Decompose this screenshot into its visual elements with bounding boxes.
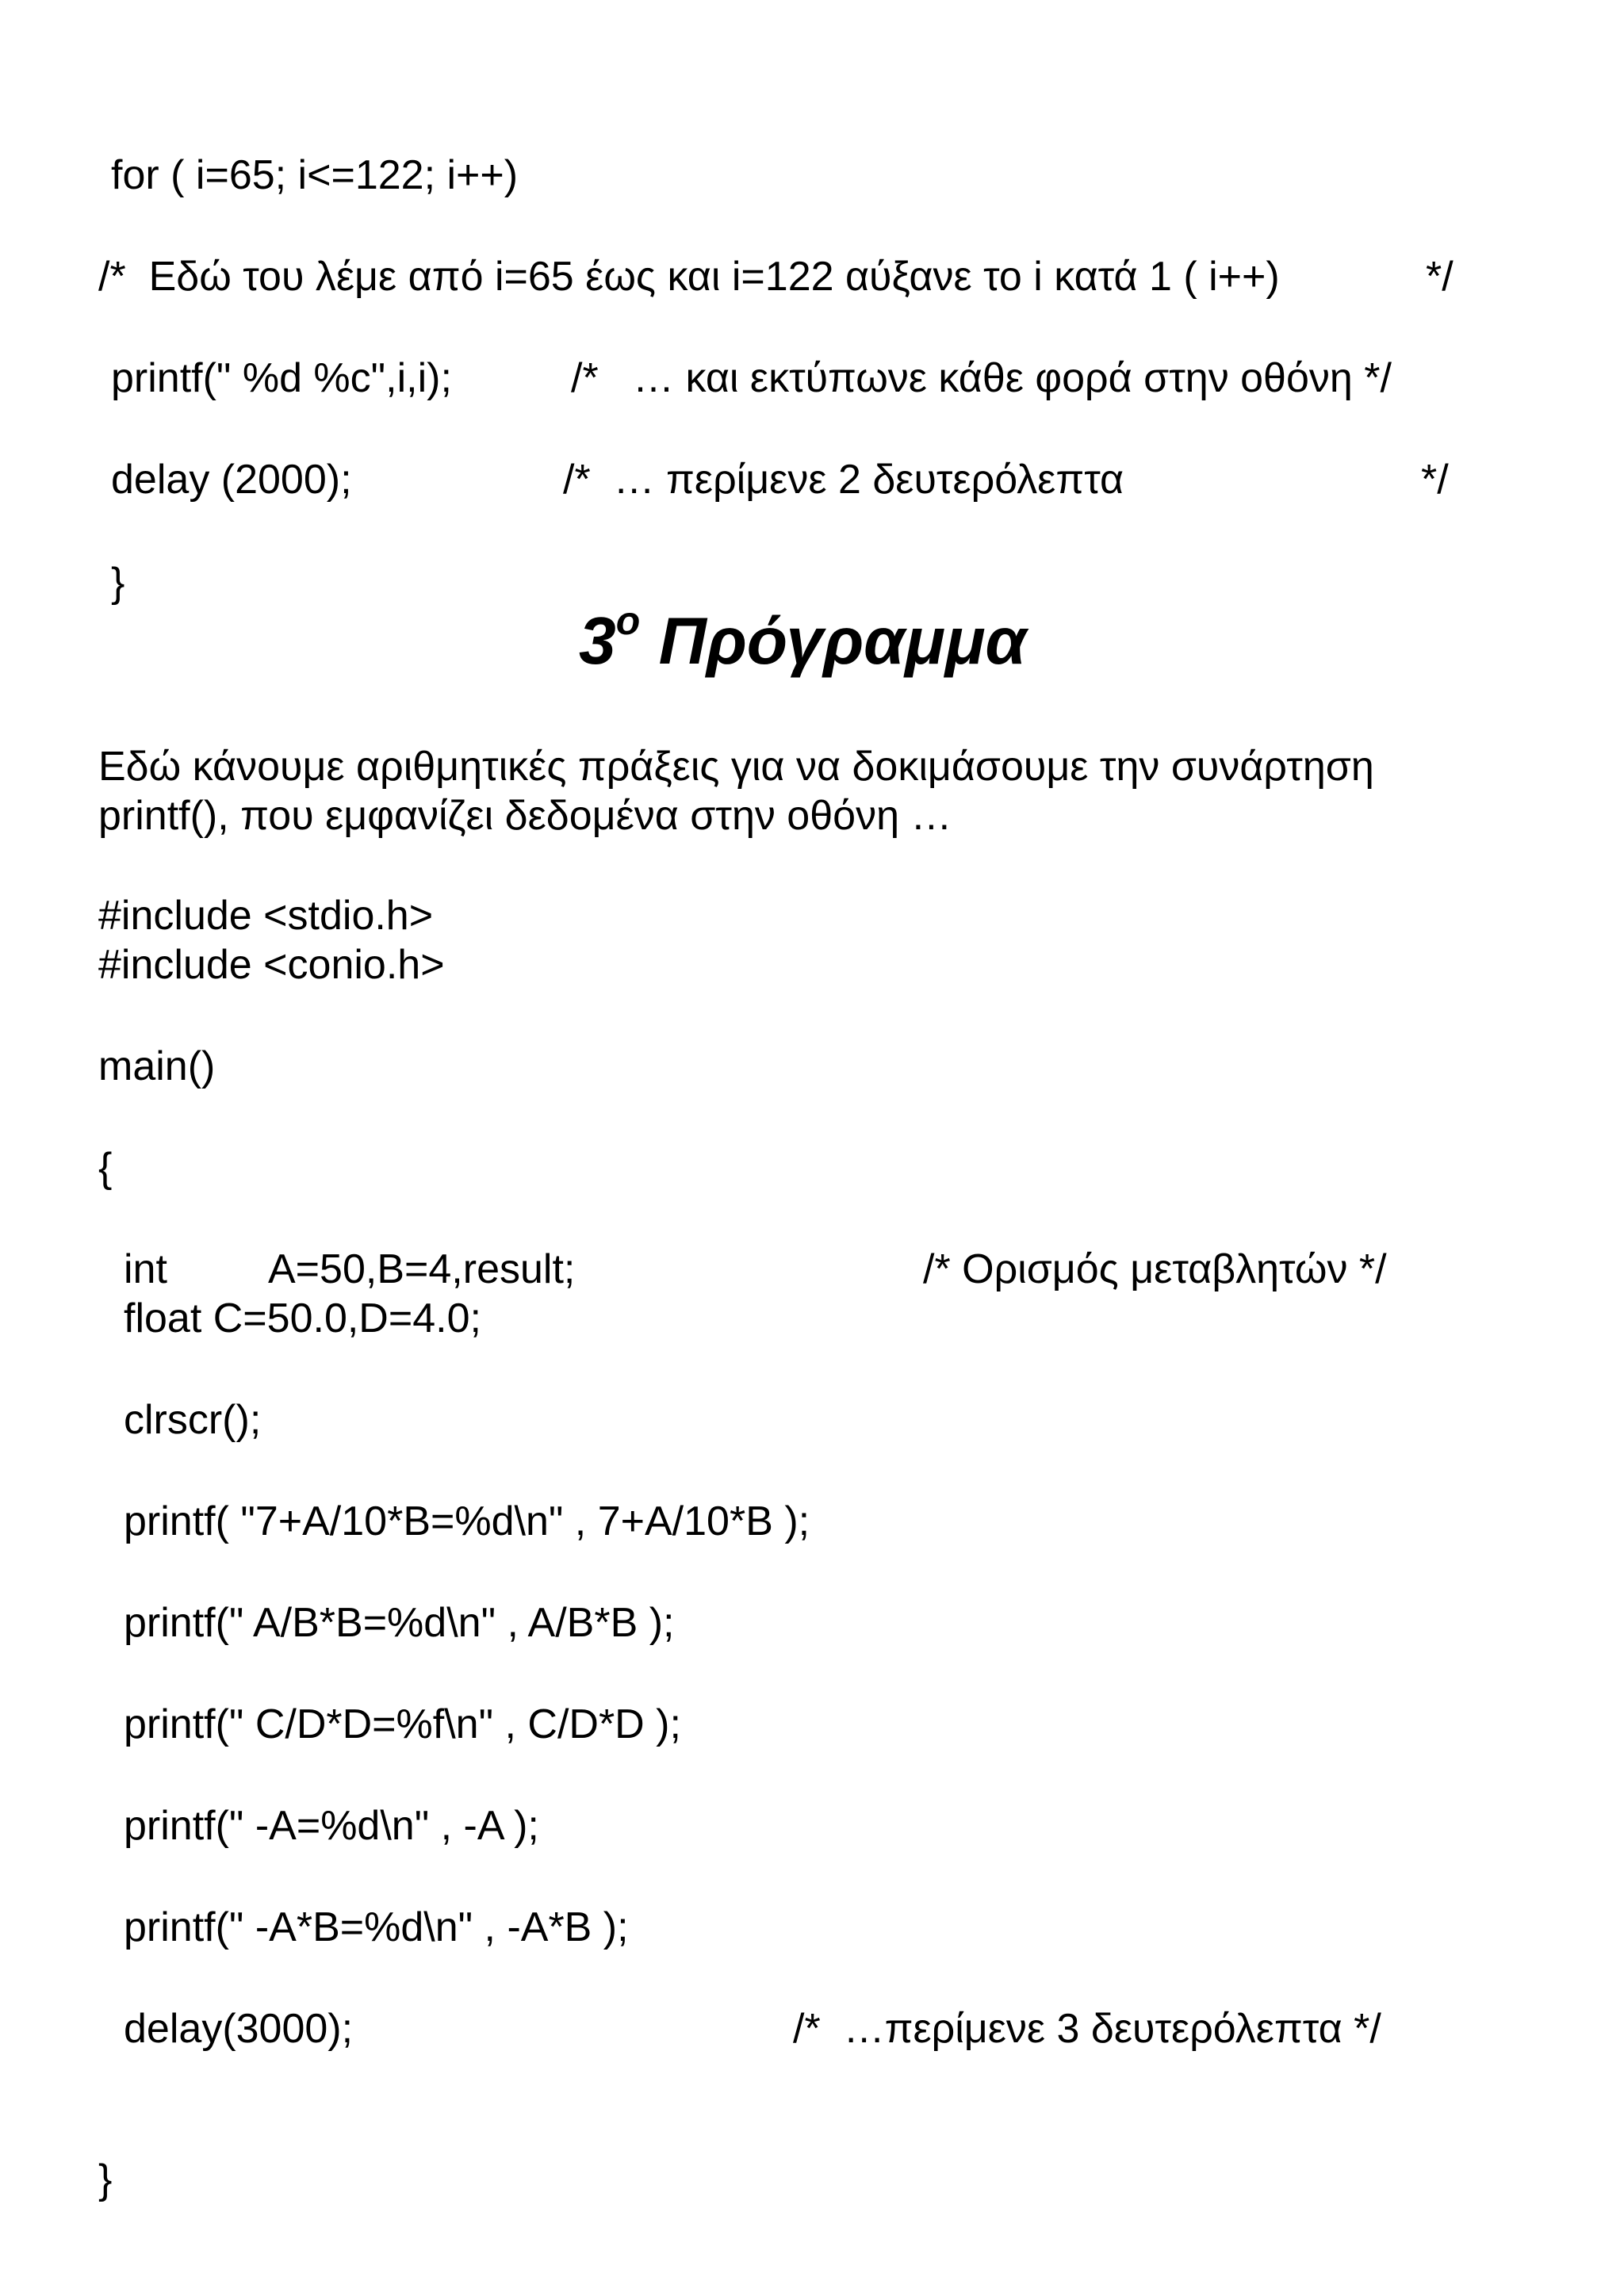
- program-number: 3: [579, 603, 616, 678]
- intro-line-2: printf(), που εμφανίζει δεδομένα στην οθόνη …: [98, 793, 952, 839]
- main-close-brace: }: [98, 2156, 113, 2202]
- program-word: Πρόγραμμα: [658, 603, 1027, 678]
- int-keyword: int: [124, 1246, 167, 1292]
- intro-line-1: Εδώ κάνουμε αριθμητικές πράξεις για να δοκιμάσουμε την συνάρτηση: [98, 744, 1374, 790]
- printf-char-comment: /* … και εκτύπωνε κάθε φορά στην οθόνη */: [571, 355, 1392, 401]
- delay-3000-line: delay(3000);: [124, 2006, 354, 2052]
- float-declaration: float C=50.0,D=4.0;: [124, 1295, 481, 1341]
- loop-close-brace: }: [111, 560, 125, 606]
- printf-statement-5: printf(" -A*B=%d\n" , -A*B );: [124, 1904, 629, 1950]
- delay-2000-comment: /* … περίμενε 2 δευτερόλεπτα: [563, 457, 1124, 503]
- for-loop-line: for ( i=65; i<=122; i++): [111, 152, 519, 198]
- printf-statement-2: printf(" A/B*B=%d\n" , A/B*B );: [124, 1600, 675, 1646]
- program-ordinal: ο: [615, 599, 641, 643]
- main-open-brace: {: [98, 1145, 113, 1191]
- delay-3000-comment: /* …περίμενε 3 δευτερόλεπτα */: [793, 2006, 1381, 2052]
- printf-statement-4: printf(" -A=%d\n" , -A );: [124, 1803, 539, 1849]
- program-title: [579, 601, 1027, 680]
- loop-comment-end: */: [1426, 254, 1454, 300]
- main-signature: main(): [98, 1043, 216, 1089]
- delay-2000-comment-end: */: [1421, 457, 1449, 503]
- printf-statement-3: printf(" C/D*D=%f\n" , C/D*D );: [124, 1701, 681, 1747]
- include-stdio: #include <stdio.h>: [98, 893, 434, 939]
- delay-2000-line: delay (2000);: [111, 457, 352, 503]
- clrscr-call: clrscr();: [124, 1397, 262, 1443]
- loop-comment: /* Εδώ του λέμε από i=65 έως και i=122 αύξανε το i κατά 1 ( i++): [98, 254, 1280, 300]
- int-variables: A=50,B=4,result;: [268, 1246, 576, 1292]
- variables-comment: /* Ορισμός μεταβλητών */: [923, 1246, 1387, 1292]
- printf-char-line: printf(" %d %c",i,i);: [111, 355, 452, 401]
- printf-statement-1: printf( "7+A/10*B=%d\n" , 7+A/10*B );: [124, 1498, 810, 1544]
- include-conio: #include <conio.h>: [98, 942, 445, 988]
